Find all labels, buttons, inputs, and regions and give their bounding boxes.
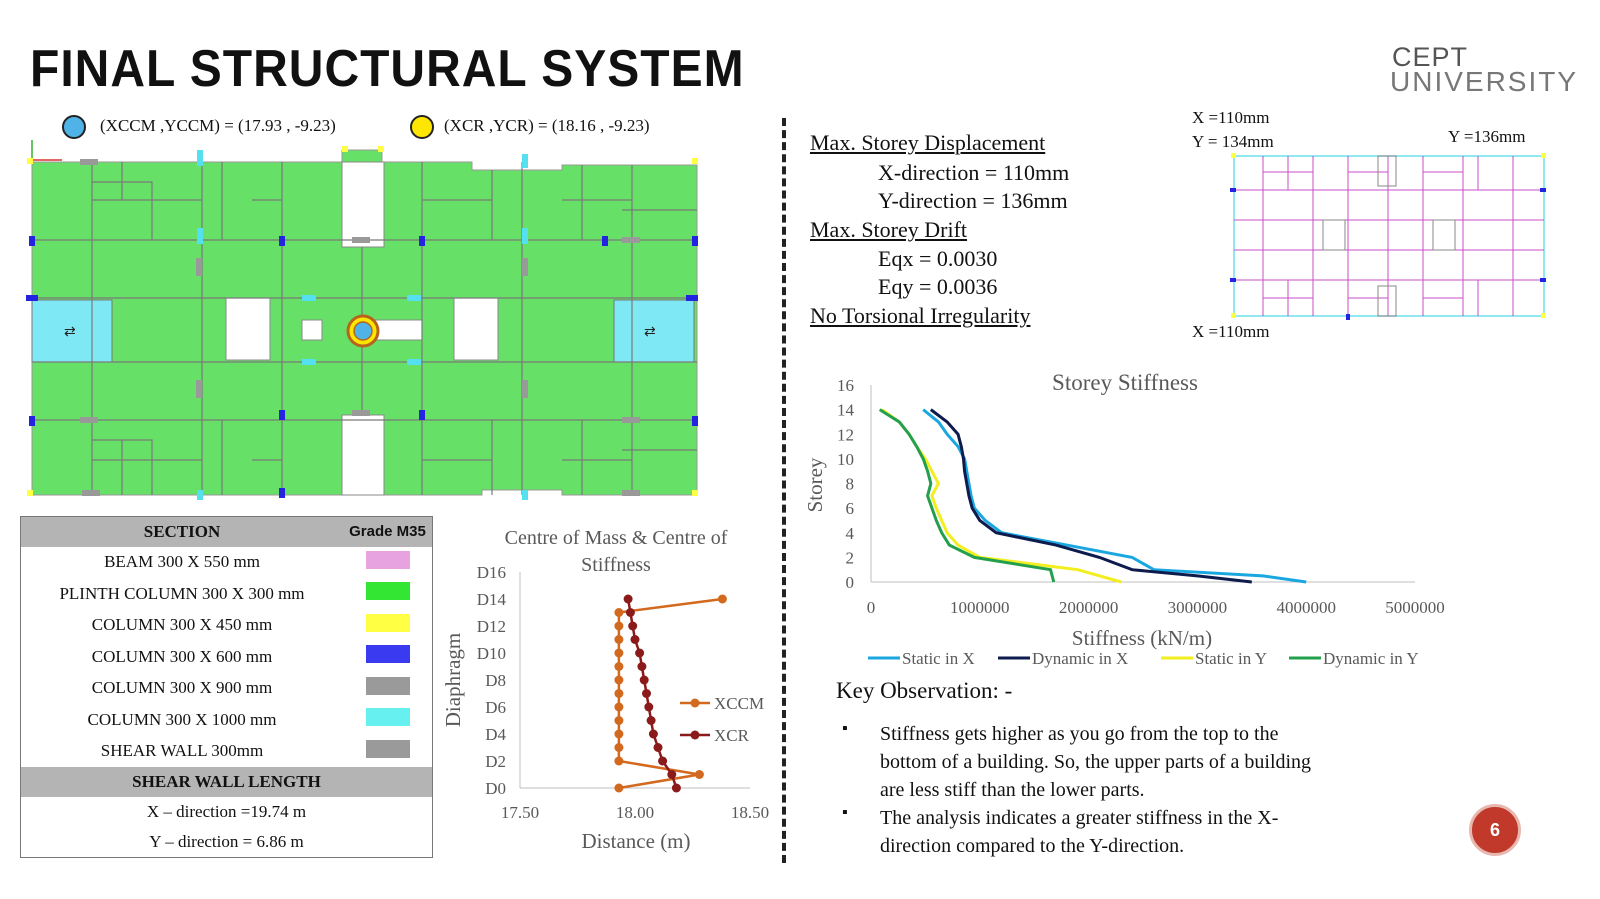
cm-series-point (614, 757, 623, 766)
cm-legend-marker (691, 731, 700, 740)
stiffness-y-tick: 6 (845, 499, 854, 519)
svg-text:⇄: ⇄ (644, 325, 656, 340)
cm-legend-marker (691, 699, 700, 708)
section-table-header (21, 517, 433, 547)
cm-series-point (614, 676, 623, 685)
observation-text-line: are less stiff than the lower parts. (880, 779, 1145, 801)
stiffness-x-tick: 3000000 (1167, 598, 1228, 617)
ccm-marker-icon (62, 115, 86, 139)
cm-chart-y-tick: D10 (476, 644, 506, 663)
cm-series-point (614, 689, 623, 698)
centre-of-mass-chart (438, 520, 783, 865)
shear-wall-length-title: SHEAR WALL LENGTH (132, 772, 321, 791)
section-row-swatch-cell (343, 673, 433, 705)
torsion-note: No Torsional Irregularity (810, 303, 1031, 328)
cm-series-point (614, 608, 623, 617)
cm-legend-label: XCCM (714, 694, 765, 713)
section-row (21, 736, 433, 768)
svg-text:⇄: ⇄ (64, 325, 76, 340)
section-table (20, 516, 433, 858)
stiffness-y-tick: 14 (837, 400, 854, 420)
stiffness-series-line (880, 410, 1054, 582)
cm-series-point (642, 689, 651, 698)
stiffness-y-tick: 12 (837, 425, 854, 445)
cm-series-point (628, 622, 637, 631)
section-row-swatch-cell (343, 547, 433, 579)
cm-chart-title-line: Stiffness (581, 554, 651, 576)
cm-chart-title-line: Centre of Mass & Centre of (504, 527, 728, 549)
stiffness-x-tick: 0 (866, 598, 876, 617)
cm-series-point (695, 770, 704, 779)
cm-chart-x-label: Distance (m) (581, 829, 691, 853)
cm-series-point (614, 662, 623, 671)
cm-series-point (631, 635, 640, 644)
cm-series-point (614, 703, 623, 712)
drift-y-value: Eqy = 0.0036 (878, 274, 998, 299)
mini-floor-plan (1228, 150, 1550, 322)
bullet-icon: ▪ (842, 804, 848, 821)
grade-header-label: Grade M35 (349, 523, 426, 541)
section-row-label: COLUMN 300 X 1000 mm (87, 709, 277, 729)
bullet-icon: ▪ (842, 720, 848, 737)
section-row (21, 610, 433, 642)
cm-series-point (654, 743, 663, 752)
section-row-label: COLUMN 300 X 450 mm (91, 615, 273, 635)
color-swatch (366, 614, 410, 632)
stiffness-legend-label: Static in Y (1195, 649, 1268, 668)
cm-series-point (635, 649, 644, 658)
stiffness-chart-title: Storey Stiffness (1052, 370, 1198, 395)
color-swatch (366, 551, 410, 569)
cm-chart-y-tick: D8 (485, 671, 506, 690)
stiffness-y-tick: 16 (837, 376, 854, 395)
shear-wall-length-header (21, 767, 433, 797)
stiffness-x-tick: 1000000 (950, 598, 1010, 617)
color-swatch (366, 582, 410, 600)
cm-series-point (640, 676, 649, 685)
cm-chart-x-tick: 18.50 (730, 803, 770, 822)
page-title: FINAL STRUCTURAL SYSTEM (30, 40, 745, 99)
mini-plan-y-left: Y = 134mm (1192, 132, 1274, 151)
color-swatch (366, 708, 410, 726)
cm-chart-y-label: Diaphragm (441, 632, 465, 728)
section-row (21, 673, 433, 705)
section-row-swatch-cell (343, 610, 433, 642)
drift-x-value: Eqx = 0.0030 (878, 246, 998, 271)
section-row (21, 547, 433, 579)
stiffness-series-line (882, 410, 1121, 582)
observation-text-line: Stiffness gets higher as you go from the top to the (880, 723, 1279, 745)
cr-label: (XCR ,YCR) = (18.16 , -9.23) (444, 116, 650, 135)
cm-series-point (626, 608, 635, 617)
vertical-divider (782, 118, 786, 863)
cm-chart-y-tick: D6 (485, 698, 506, 717)
page-number-badge: 6 (1469, 804, 1521, 856)
observation-text-line: bottom of a building. So, the upper parts of a building (880, 751, 1312, 773)
cm-series-point (667, 770, 676, 779)
section-row-swatch-cell (343, 641, 433, 673)
section-row-label: PLINTH COLUMN 300 X 300 mm (59, 583, 305, 603)
cm-series-point (614, 622, 623, 631)
key-observation-list (842, 720, 1462, 860)
color-swatch (366, 740, 410, 758)
section-row (21, 704, 433, 736)
stiffness-y-tick: 0 (845, 573, 854, 592)
logo-text-top: CEPT (1392, 42, 1469, 72)
logo-text-bottom: UNIVERSITY (1390, 66, 1579, 97)
displacement-x-value: X-direction = 110mm (878, 160, 1070, 185)
cm-chart-y-tick: D2 (485, 752, 506, 771)
cm-chart-y-tick: D0 (485, 779, 506, 798)
max-drift-title: Max. Storey Drift (810, 217, 968, 242)
stiffness-legend-label: Dynamic in X (1032, 649, 1129, 668)
stiffness-legend-label: Static in X (902, 649, 975, 668)
shear-wall-y-value: Y – direction = 6.86 m (149, 831, 304, 851)
observation-bullet (842, 804, 1462, 860)
cm-series-point (637, 662, 646, 671)
cm-series-point (614, 784, 623, 793)
cm-series-point (614, 743, 623, 752)
section-row (21, 578, 433, 610)
cm-chart-y-tick: D12 (476, 617, 506, 636)
stiffness-y-tick: 10 (837, 449, 854, 469)
stiffness-y-tick: 4 (845, 523, 854, 543)
cm-series-point (647, 716, 656, 725)
cm-series-point (614, 649, 623, 658)
stiffness-legend-label: Dynamic in Y (1323, 649, 1419, 668)
max-displacement-title: Max. Storey Displacement (810, 130, 1046, 155)
section-row-label: COLUMN 300 X 900 mm (91, 678, 273, 698)
observation-bullet (842, 720, 1462, 804)
section-row-label: COLUMN 300 X 600 mm (91, 646, 273, 666)
cm-chart-y-tick: D16 (476, 563, 506, 582)
stiffness-x-label: Stiffness (kN/m) (1071, 626, 1213, 650)
displacement-y-value: Y-direction = 136mm (878, 188, 1068, 213)
cm-chart-y-tick: D4 (485, 725, 506, 744)
cm-chart-x-tick: 17.50 (500, 803, 540, 822)
cm-series-point (672, 784, 681, 793)
mini-plan-y-right: Y =136mm (1448, 127, 1526, 146)
key-observation-title: Key Observation: - (836, 678, 1013, 703)
stiffness-x-tick: 5000000 (1385, 598, 1445, 617)
stiffness-y-tick: 2 (845, 548, 854, 568)
mini-plan-x-top: X =110mm (1192, 108, 1270, 127)
section-header-label: SECTION (143, 521, 221, 541)
color-swatch (366, 677, 410, 695)
section-row-label: BEAM 300 X 550 mm (104, 552, 260, 572)
observation-text-line: The analysis indicates a greater stiffness in the X- (880, 807, 1279, 829)
cm-series-point (649, 730, 658, 739)
cm-chart-x-tick: 18.00 (615, 803, 655, 822)
mini-plan-x-bottom: X =110mm (1192, 322, 1270, 341)
shear-wall-x-value: X – direction =19.74 m (146, 802, 307, 821)
cm-series-point (614, 716, 623, 725)
cm-series-point (644, 703, 653, 712)
cr-marker-icon (410, 115, 434, 139)
section-row-swatch-cell (343, 736, 433, 768)
section-row-swatch-cell (343, 704, 433, 736)
color-swatch (366, 645, 410, 663)
stiffness-y-tick: 8 (845, 474, 854, 494)
cm-series-point (614, 730, 623, 739)
cm-series-point (624, 595, 633, 604)
section-row-label: SHEAR WALL 300mm (100, 741, 264, 761)
stiffness-y-label: Storey (803, 457, 827, 513)
floor-plan (22, 140, 702, 505)
stiffness-x-tick: 4000000 (1276, 598, 1336, 617)
section-row (21, 641, 433, 673)
cm-series-point (718, 595, 727, 604)
cm-series-point (658, 757, 667, 766)
cm-chart-y-tick: D14 (476, 590, 506, 609)
ccm-label: (XCCM ,YCCM) = (17.93 , -9.23) (100, 116, 336, 135)
shear-wall-y-row (21, 827, 433, 857)
shear-wall-x-row (21, 797, 433, 827)
stiffness-x-tick: 2000000 (1058, 598, 1119, 617)
observation-text-line: direction compared to the Y-direction. (880, 835, 1185, 857)
storey-stiffness-chart (800, 365, 1460, 677)
cm-legend-label: XCR (714, 726, 749, 745)
cm-series-point (614, 635, 623, 644)
section-row-swatch-cell (343, 578, 433, 610)
